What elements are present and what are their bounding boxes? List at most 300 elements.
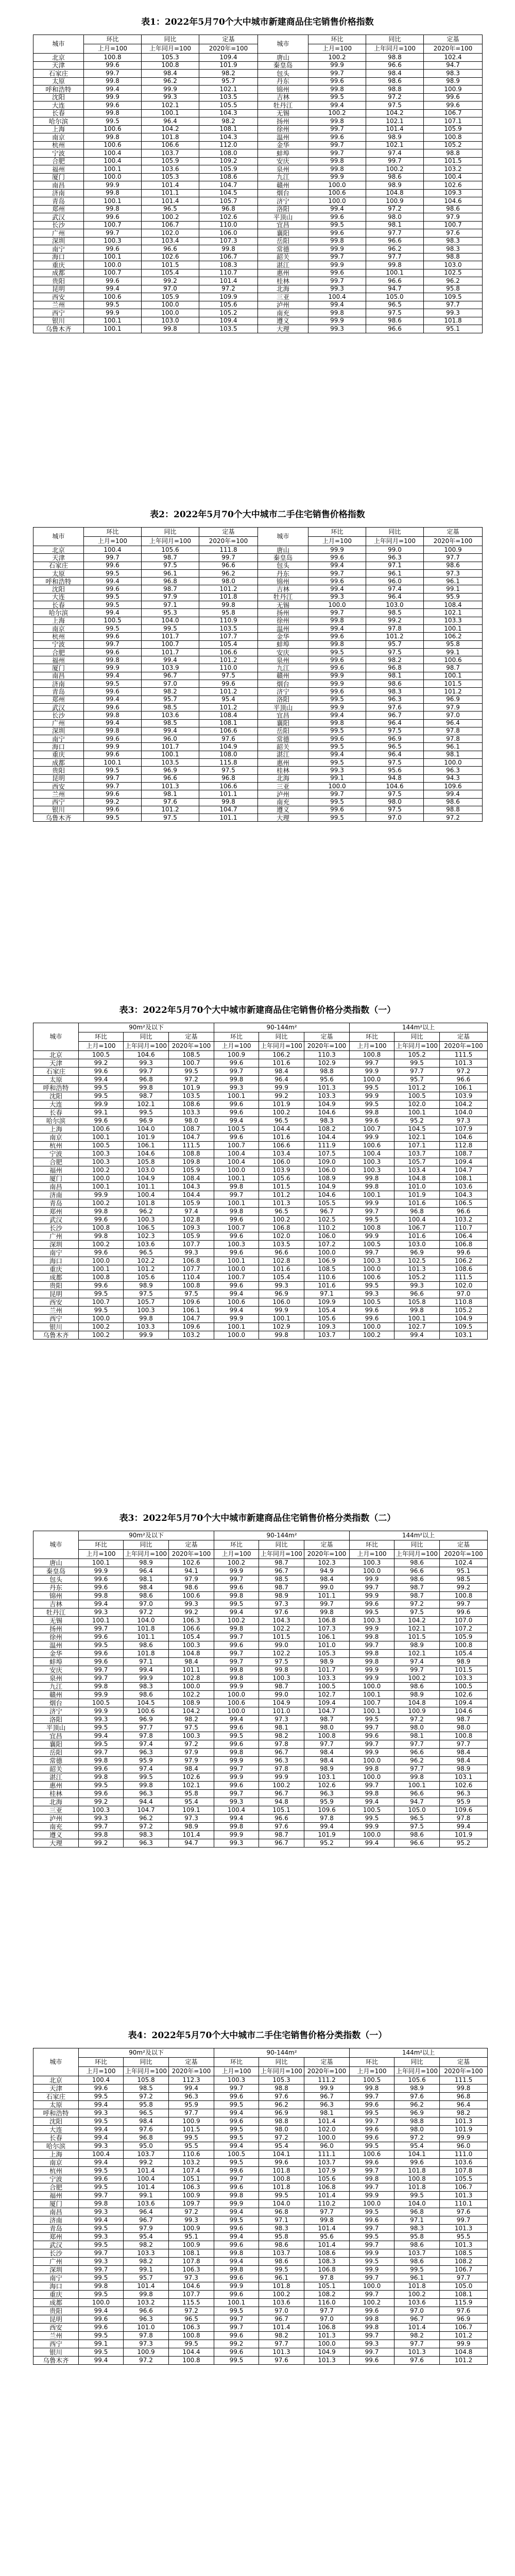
index-value: 100.0 <box>308 197 366 206</box>
table-row <box>33 601 483 609</box>
index-value: 100.3 <box>259 1674 304 1683</box>
index-value: 100.0 <box>424 759 483 767</box>
table-row <box>33 221 483 229</box>
header-base: 定基 <box>424 35 483 44</box>
index-value: 103.6 <box>124 2200 169 2208</box>
index-value: 100.3 <box>84 237 142 245</box>
index-value: 98.9 <box>304 1658 350 1666</box>
table-row <box>33 680 483 688</box>
index-value: 99.2 <box>169 1608 214 1617</box>
index-value: 96.3 <box>366 554 424 562</box>
index-value: 99.7 <box>308 253 366 261</box>
table-row <box>33 624 483 632</box>
index-value: 99.6 <box>214 2225 259 2233</box>
index-value: 99.8 <box>84 109 142 117</box>
index-value: 97.2 <box>366 93 424 101</box>
index-value: 116.0 <box>304 2299 350 2307</box>
index-value: 97.9 <box>142 593 199 601</box>
index-value: 99.8 <box>304 2216 350 2225</box>
index-value: 99.6 <box>308 633 366 640</box>
index-value: 104.2 <box>440 1100 488 1109</box>
index-value: 99.5 <box>394 2266 440 2274</box>
table-row <box>33 1191 488 1199</box>
index-value: 96.8 <box>394 1208 440 1216</box>
index-value: 98.9 <box>366 181 424 190</box>
index-value: 98.3 <box>424 245 483 253</box>
index-value: 105.9 <box>142 293 199 301</box>
index-value: 100.5 <box>394 1092 440 1100</box>
index-value: 96.7 <box>259 1839 304 1848</box>
index-value: 97.8 <box>259 1765 304 1773</box>
header-base-base: 2020年=100 <box>304 2067 350 2076</box>
index-value: 104.5 <box>124 1699 169 1707</box>
index-value: 94.8 <box>366 774 424 782</box>
table3a-table <box>33 1023 488 1340</box>
city-name: 银川 <box>33 2348 79 2357</box>
city-name: 长春 <box>33 601 84 609</box>
index-value: 103.2 <box>440 1216 488 1224</box>
index-value: 101.8 <box>259 2282 304 2291</box>
header-base-base: 2020年=100 <box>440 2067 488 2076</box>
city-name: 宜昌 <box>33 1732 79 1740</box>
city-name: 蚌埠 <box>258 640 308 648</box>
table2-section <box>33 507 482 822</box>
city-name: 泸州 <box>258 301 308 309</box>
index-value: 99.5 <box>308 759 366 767</box>
header-base-base: 2020年=100 <box>169 1550 214 1559</box>
index-value: 99.4 <box>79 1600 124 1608</box>
table-row <box>33 688 483 696</box>
index-value: 100.5 <box>440 1683 488 1691</box>
index-value: 101.1 <box>124 1633 169 1641</box>
city-name: 南京 <box>33 2159 79 2167</box>
city-name: 广州 <box>33 229 84 238</box>
index-value: 105.7 <box>394 1158 440 1166</box>
index-value: 99.7 <box>124 1067 169 1076</box>
index-value: 110.8 <box>440 1298 488 1307</box>
city-name: 宁波 <box>33 2175 79 2183</box>
city-name: 福州 <box>33 656 84 664</box>
index-value: 98.0 <box>169 1117 214 1125</box>
header-yoy: 同比 <box>124 1032 169 1042</box>
index-value: 99.7 <box>79 1625 124 1633</box>
index-value: 97.4 <box>366 149 424 158</box>
header-yoy-base: 上年同月=100 <box>124 1042 169 1051</box>
index-value: 99.7 <box>214 2175 259 2183</box>
index-value: 99.7 <box>84 70 142 78</box>
index-value: 99.7 <box>350 1782 394 1790</box>
index-value: 100.0 <box>308 601 366 609</box>
index-value: 109.1 <box>169 1806 214 1815</box>
index-value: 95.2 <box>304 1839 350 1848</box>
city-name: 扬州 <box>33 1625 79 1633</box>
city-name: 桂林 <box>258 767 308 774</box>
index-value: 101.9 <box>124 1133 169 1142</box>
index-value: 99.4 <box>79 2134 124 2142</box>
city-name: 济宁 <box>258 688 308 696</box>
index-value: 102.3 <box>304 1559 350 1567</box>
index-value: 98.8 <box>424 149 483 158</box>
table-row <box>33 1650 488 1658</box>
index-value: 97.2 <box>259 2134 304 2142</box>
index-value: 102.0 <box>394 1100 440 1109</box>
city-name: 长沙 <box>33 2249 79 2258</box>
index-value: 98.6 <box>424 798 483 806</box>
table1-title: 表1：2022年5月70个大中城市新建商品住宅销售价格指数 <box>141 17 374 27</box>
index-value: 103.6 <box>124 1241 169 1249</box>
city-name: 青岛 <box>33 2225 79 2233</box>
index-value: 100.8 <box>259 2175 304 2183</box>
index-value: 107.2 <box>440 1625 488 1633</box>
table3a-title: 表3：2022年5月70个大中城市新建商品住宅销售价格分类指数（一） <box>119 1005 396 1015</box>
index-value: 101.3 <box>440 2225 488 2233</box>
city-name: 金华 <box>258 633 308 640</box>
index-value: 97.7 <box>124 1724 169 1732</box>
table-row <box>33 1331 488 1340</box>
index-value: 97.0 <box>366 814 424 822</box>
table-row <box>33 1216 488 1224</box>
index-value: 98.0 <box>366 213 424 222</box>
table-row <box>33 719 483 727</box>
index-value: 108.6 <box>169 1100 214 1109</box>
index-value: 99.6 <box>214 1724 259 1732</box>
table-row <box>33 1150 488 1158</box>
index-value: 101.5 <box>424 157 483 165</box>
index-value: 103.9 <box>440 1092 488 1100</box>
index-value: 96.4 <box>124 2208 169 2216</box>
city-name: 长沙 <box>33 1224 79 1232</box>
header-yoy: 同比 <box>124 1540 169 1550</box>
index-value: 99.4 <box>440 1823 488 1831</box>
index-value: 97.3 <box>440 1117 488 1125</box>
index-value: 101.4 <box>142 197 199 206</box>
index-value: 100.3 <box>79 1150 124 1158</box>
index-value: 101.2 <box>199 585 258 593</box>
city-name: 武汉 <box>33 703 84 711</box>
city-name: 西安 <box>33 782 84 790</box>
city-name: 洛阳 <box>258 205 308 213</box>
index-value: 98.4 <box>304 1575 350 1584</box>
index-value: 101.5 <box>440 1666 488 1674</box>
table-row <box>33 309 483 317</box>
index-value: 97.8 <box>259 1740 304 1749</box>
table-row <box>33 293 483 301</box>
header-city: 城市 <box>258 528 308 546</box>
index-value: 99.2 <box>259 1092 304 1100</box>
table-row <box>33 229 483 238</box>
index-value: 97.7 <box>304 2307 350 2315</box>
city-name: 南京 <box>33 624 84 632</box>
index-value: 100.0 <box>84 173 142 181</box>
index-value: 99.5 <box>84 680 142 688</box>
index-value: 99.8 <box>214 1183 259 1191</box>
index-value: 95.3 <box>142 609 199 617</box>
table-row <box>33 2134 488 2142</box>
table-row <box>33 1175 488 1183</box>
index-value: 97.5 <box>366 806 424 814</box>
city-name: 合肥 <box>33 2183 79 2192</box>
index-value: 100.3 <box>169 1732 214 1740</box>
city-name: 郑州 <box>33 205 84 213</box>
index-value: 95.8 <box>124 2101 169 2109</box>
index-value: 96.9 <box>142 767 199 774</box>
index-value: 99.6 <box>79 1282 124 1290</box>
index-value: 100.0 <box>304 2340 350 2348</box>
index-value: 104.0 <box>394 2200 440 2208</box>
city-name: 牡丹江 <box>33 1608 79 1617</box>
index-value: 99.7 <box>350 2167 394 2175</box>
index-value: 99.7 <box>394 1666 440 1674</box>
index-value: 99.5 <box>308 727 366 735</box>
table-row <box>33 125 483 133</box>
table-row <box>33 2183 488 2192</box>
index-value: 96.5 <box>124 2109 169 2117</box>
index-value: 99.9 <box>304 2084 350 2093</box>
index-value: 99.8 <box>308 719 366 727</box>
index-value: 99.1 <box>124 2266 169 2274</box>
index-value: 102.2 <box>259 1625 304 1633</box>
index-value: 99.9 <box>308 703 366 711</box>
index-value: 95.5 <box>440 2233 488 2241</box>
index-value: 97.7 <box>424 301 483 309</box>
header-yoy: 同比 <box>394 1032 440 1042</box>
index-value: 99.6 <box>84 562 142 569</box>
index-value: 100.8 <box>169 2332 214 2340</box>
index-value: 98.8 <box>424 253 483 261</box>
table-row <box>33 1584 488 1592</box>
index-value: 99.9 <box>350 1575 394 1584</box>
index-value: 98.9 <box>124 1559 169 1567</box>
index-value: 99.5 <box>79 2241 124 2249</box>
index-value: 115.5 <box>169 2299 214 2307</box>
index-value: 109.4 <box>440 1158 488 1166</box>
index-value: 108.7 <box>169 1125 214 1133</box>
index-value: 99.5 <box>79 1307 124 1315</box>
table-row <box>33 767 483 774</box>
index-value: 99.4 <box>214 1815 259 1823</box>
index-value: 97.2 <box>424 814 483 822</box>
index-value: 99.6 <box>79 1067 124 1076</box>
index-value: 99.8 <box>394 1773 440 1782</box>
city-name: 湛江 <box>258 751 308 758</box>
index-value: 97.2 <box>124 1823 169 1831</box>
header-city: 城市 <box>33 528 84 546</box>
index-value: 100.3 <box>124 1307 169 1315</box>
index-value: 100.0 <box>84 261 142 269</box>
index-value: 96.1 <box>424 743 483 751</box>
city-name: 成都 <box>33 759 84 767</box>
index-value: 99.3 <box>79 1716 124 1724</box>
index-value: 96.8 <box>124 2134 169 2142</box>
city-name: 宜昌 <box>258 221 308 229</box>
table-row <box>33 1749 488 1757</box>
index-value: 99.5 <box>84 301 142 309</box>
city-name: 北海 <box>258 774 308 782</box>
index-value: 96.6 <box>142 245 199 253</box>
index-value: 99.8 <box>350 1183 394 1191</box>
index-value: 100.5 <box>214 2150 259 2159</box>
index-value: 105.3 <box>259 2076 304 2084</box>
city-name: 天津 <box>33 1059 79 1067</box>
header-area1: 90m²及以下 <box>79 1023 214 1032</box>
city-name: 广州 <box>33 1232 79 1241</box>
index-value: 98.1 <box>366 672 424 680</box>
index-value: 109.4 <box>199 317 258 325</box>
index-value: 95.4 <box>124 2233 169 2241</box>
index-value: 99.6 <box>79 1633 124 1641</box>
index-value: 102.1 <box>142 101 199 110</box>
index-value: 111.9 <box>304 1142 350 1150</box>
index-value: 99.7 <box>308 141 366 149</box>
table-row <box>33 1307 488 1315</box>
index-value: 99.4 <box>84 285 142 293</box>
index-value: 99.4 <box>84 609 142 617</box>
table-row <box>33 1199 488 1208</box>
city-name: 天津 <box>33 554 84 562</box>
index-value: 97.5 <box>199 767 258 774</box>
index-value: 96.9 <box>259 2109 304 2117</box>
index-value: 99.5 <box>79 2291 124 2299</box>
index-value: 104.9 <box>440 1315 488 1323</box>
index-value: 106.1 <box>440 1084 488 1092</box>
index-value: 99.9 <box>308 173 366 181</box>
index-value: 99.3 <box>424 309 483 317</box>
index-value: 99.5 <box>79 1290 124 1298</box>
index-value: 111.5 <box>440 2076 488 2084</box>
index-value: 99.7 <box>79 2192 124 2200</box>
index-value: 108.2 <box>304 2291 350 2299</box>
index-value: 99.8 <box>199 601 258 609</box>
index-value: 99.3 <box>79 2233 124 2241</box>
index-value: 99.4 <box>214 1117 259 1125</box>
index-value: 103.1 <box>440 1331 488 1340</box>
city-name: 石家庄 <box>33 1067 79 1076</box>
index-value: 96.0 <box>142 735 199 743</box>
index-value: 97.8 <box>424 735 483 743</box>
index-value: 98.4 <box>304 1749 350 1757</box>
city-name: 桂林 <box>33 1790 79 1798</box>
index-value: 98.9 <box>394 1641 440 1650</box>
city-name: 天津 <box>33 61 84 70</box>
index-value: 111.5 <box>440 1051 488 1059</box>
index-value: 100.4 <box>84 546 142 554</box>
index-value: 98.1 <box>304 2109 350 2117</box>
index-value: 101.3 <box>440 2241 488 2249</box>
index-value: 96.8 <box>124 1076 169 1084</box>
index-value: 99.4 <box>308 585 366 593</box>
index-value: 96.3 <box>304 2101 350 2109</box>
index-value: 99.8 <box>79 1831 124 1839</box>
index-value: 99.6 <box>214 1740 259 1749</box>
index-value: 97.6 <box>259 2357 304 2365</box>
index-value: 99.6 <box>79 1249 124 1257</box>
table-row <box>33 1051 488 1059</box>
city-name: 哈尔滨 <box>33 609 84 617</box>
index-value: 100.2 <box>308 109 366 117</box>
city-name: 天津 <box>33 2084 79 2093</box>
index-value: 99.7 <box>214 1790 259 1798</box>
index-value: 99.5 <box>214 2126 259 2134</box>
header-mom-base: 上月=100 <box>214 2067 259 2076</box>
index-value: 96.7 <box>304 2093 350 2101</box>
index-value: 106.8 <box>440 1241 488 1249</box>
table-row <box>33 696 483 703</box>
city-name: 牡丹江 <box>258 101 308 110</box>
index-value: 109.3 <box>304 1323 350 1331</box>
table-row <box>33 1765 488 1773</box>
index-value: 100.0 <box>304 1249 350 1257</box>
index-value: 100.1 <box>394 1782 440 1790</box>
index-value: 99.9 <box>79 1191 124 1199</box>
index-value: 102.4 <box>440 1559 488 1567</box>
city-name: 岳阳 <box>258 727 308 735</box>
index-value: 95.1 <box>440 1567 488 1575</box>
index-value: 99.8 <box>259 1331 304 1340</box>
index-value: 105.6 <box>142 546 199 554</box>
city-name: 唐山 <box>33 1559 79 1567</box>
index-value: 100.1 <box>84 253 142 261</box>
index-value: 99.5 <box>308 696 366 703</box>
index-value: 97.1 <box>366 562 424 569</box>
index-value: 100.7 <box>84 221 142 229</box>
city-name: 呼和浩特 <box>33 2109 79 2117</box>
index-value: 99.5 <box>214 2307 259 2315</box>
header-yoy: 同比 <box>142 528 199 537</box>
index-value: 99.5 <box>308 648 366 656</box>
index-value: 99.3 <box>308 285 366 293</box>
index-value: 110.2 <box>304 1224 350 1232</box>
index-value: 103.6 <box>440 1183 488 1191</box>
index-value: 103.7 <box>259 2249 304 2258</box>
index-value: 103.2 <box>169 2159 214 2167</box>
header-base-base: 2020年=100 <box>199 44 258 54</box>
city-name: 温州 <box>33 1641 79 1650</box>
index-value: 100.6 <box>79 1125 124 1133</box>
index-value: 96.6 <box>394 1839 440 1848</box>
table-row <box>33 735 483 743</box>
index-value: 96.7 <box>304 1208 350 1216</box>
index-value: 99.8 <box>84 711 142 719</box>
index-value: 96.6 <box>366 277 424 285</box>
index-value: 99.5 <box>308 221 366 229</box>
index-value: 96.2 <box>424 277 483 285</box>
index-value: 101.3 <box>304 2332 350 2340</box>
index-value: 105.9 <box>142 157 199 165</box>
index-value: 95.4 <box>259 2142 304 2150</box>
table-row <box>33 1084 488 1092</box>
index-value: 101.5 <box>259 1633 304 1641</box>
city-name: 九江 <box>33 1683 79 1691</box>
index-value: 99.4 <box>79 2159 124 2167</box>
index-value: 104.3 <box>259 1617 304 1625</box>
index-value: 104.1 <box>394 2150 440 2159</box>
index-value: 99.7 <box>350 2348 394 2357</box>
index-value: 100.1 <box>394 1315 440 1323</box>
index-value: 100.6 <box>214 1699 259 1707</box>
table-row <box>33 2109 488 2117</box>
table-row <box>33 2299 488 2307</box>
index-value: 99.9 <box>350 1674 394 1683</box>
index-value: 98.3 <box>366 688 424 696</box>
city-name: 宁波 <box>33 149 84 158</box>
index-value: 106.2 <box>424 633 483 640</box>
index-value: 104.7 <box>199 181 258 190</box>
table-row <box>33 205 483 213</box>
index-value: 102.0 <box>440 1282 488 1290</box>
index-value: 103.2 <box>124 2299 169 2307</box>
index-value: 102.6 <box>440 1691 488 1699</box>
city-name: 乌鲁木齐 <box>33 325 84 333</box>
